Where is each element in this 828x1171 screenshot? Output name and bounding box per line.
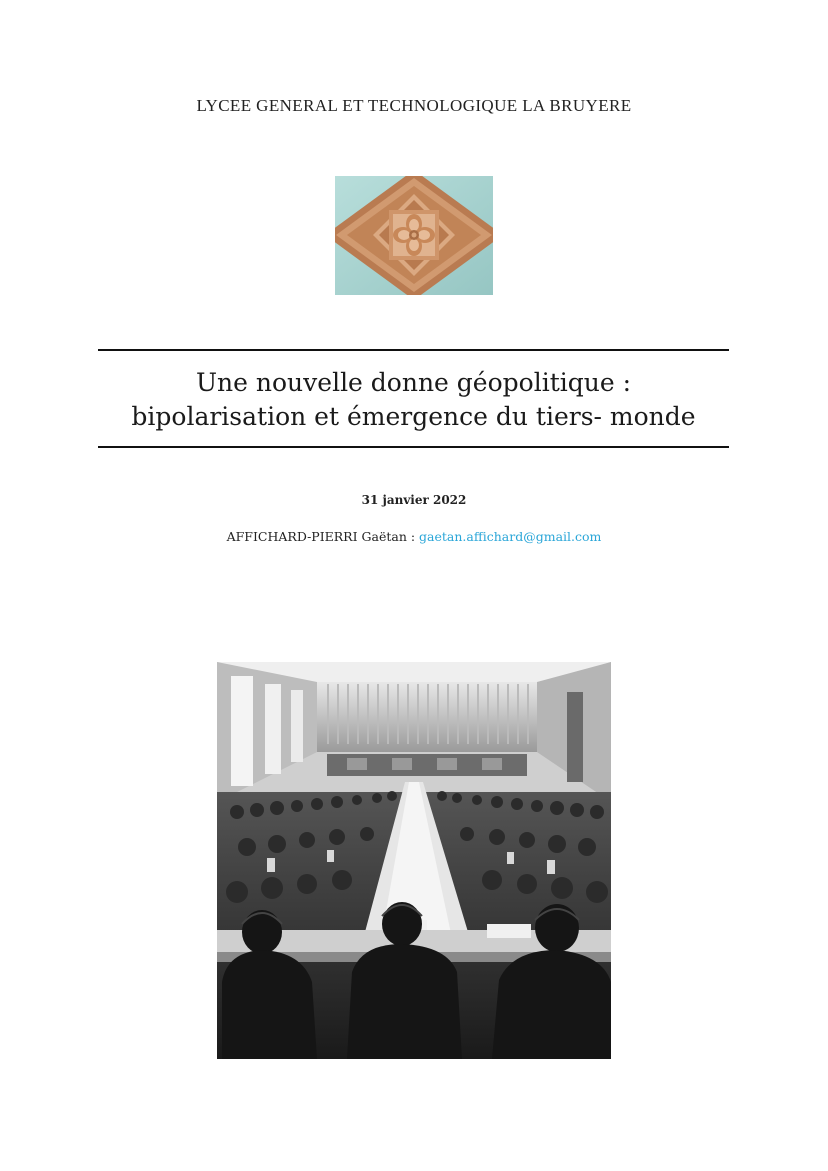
- title-line-2: bipolarisation et émergence du tiers- monde: [131, 402, 696, 431]
- author-line: [0, 529, 828, 544]
- title-top-rule: [98, 349, 729, 351]
- school-logo: [335, 176, 493, 295]
- institution-name: LYCEE GENERAL ET TECHNOLOGIQUE LA BRUYERE: [196, 96, 632, 115]
- author-email-link[interactable]: gaetan.affichard@gmail.com: [419, 529, 602, 544]
- author-name: AFFICHARD-PIERRI Gaëtan :: [226, 529, 416, 544]
- document-date: 31 janvier 2022: [361, 493, 467, 507]
- conference-photo: [217, 662, 611, 1059]
- title-bottom-rule: [98, 446, 729, 448]
- document-title: [98, 366, 729, 434]
- title-line-1: Une nouvelle donne géopolitique :: [195, 368, 632, 397]
- conference-hall-icon: [217, 662, 611, 1059]
- carved-rosette-icon: [335, 176, 493, 295]
